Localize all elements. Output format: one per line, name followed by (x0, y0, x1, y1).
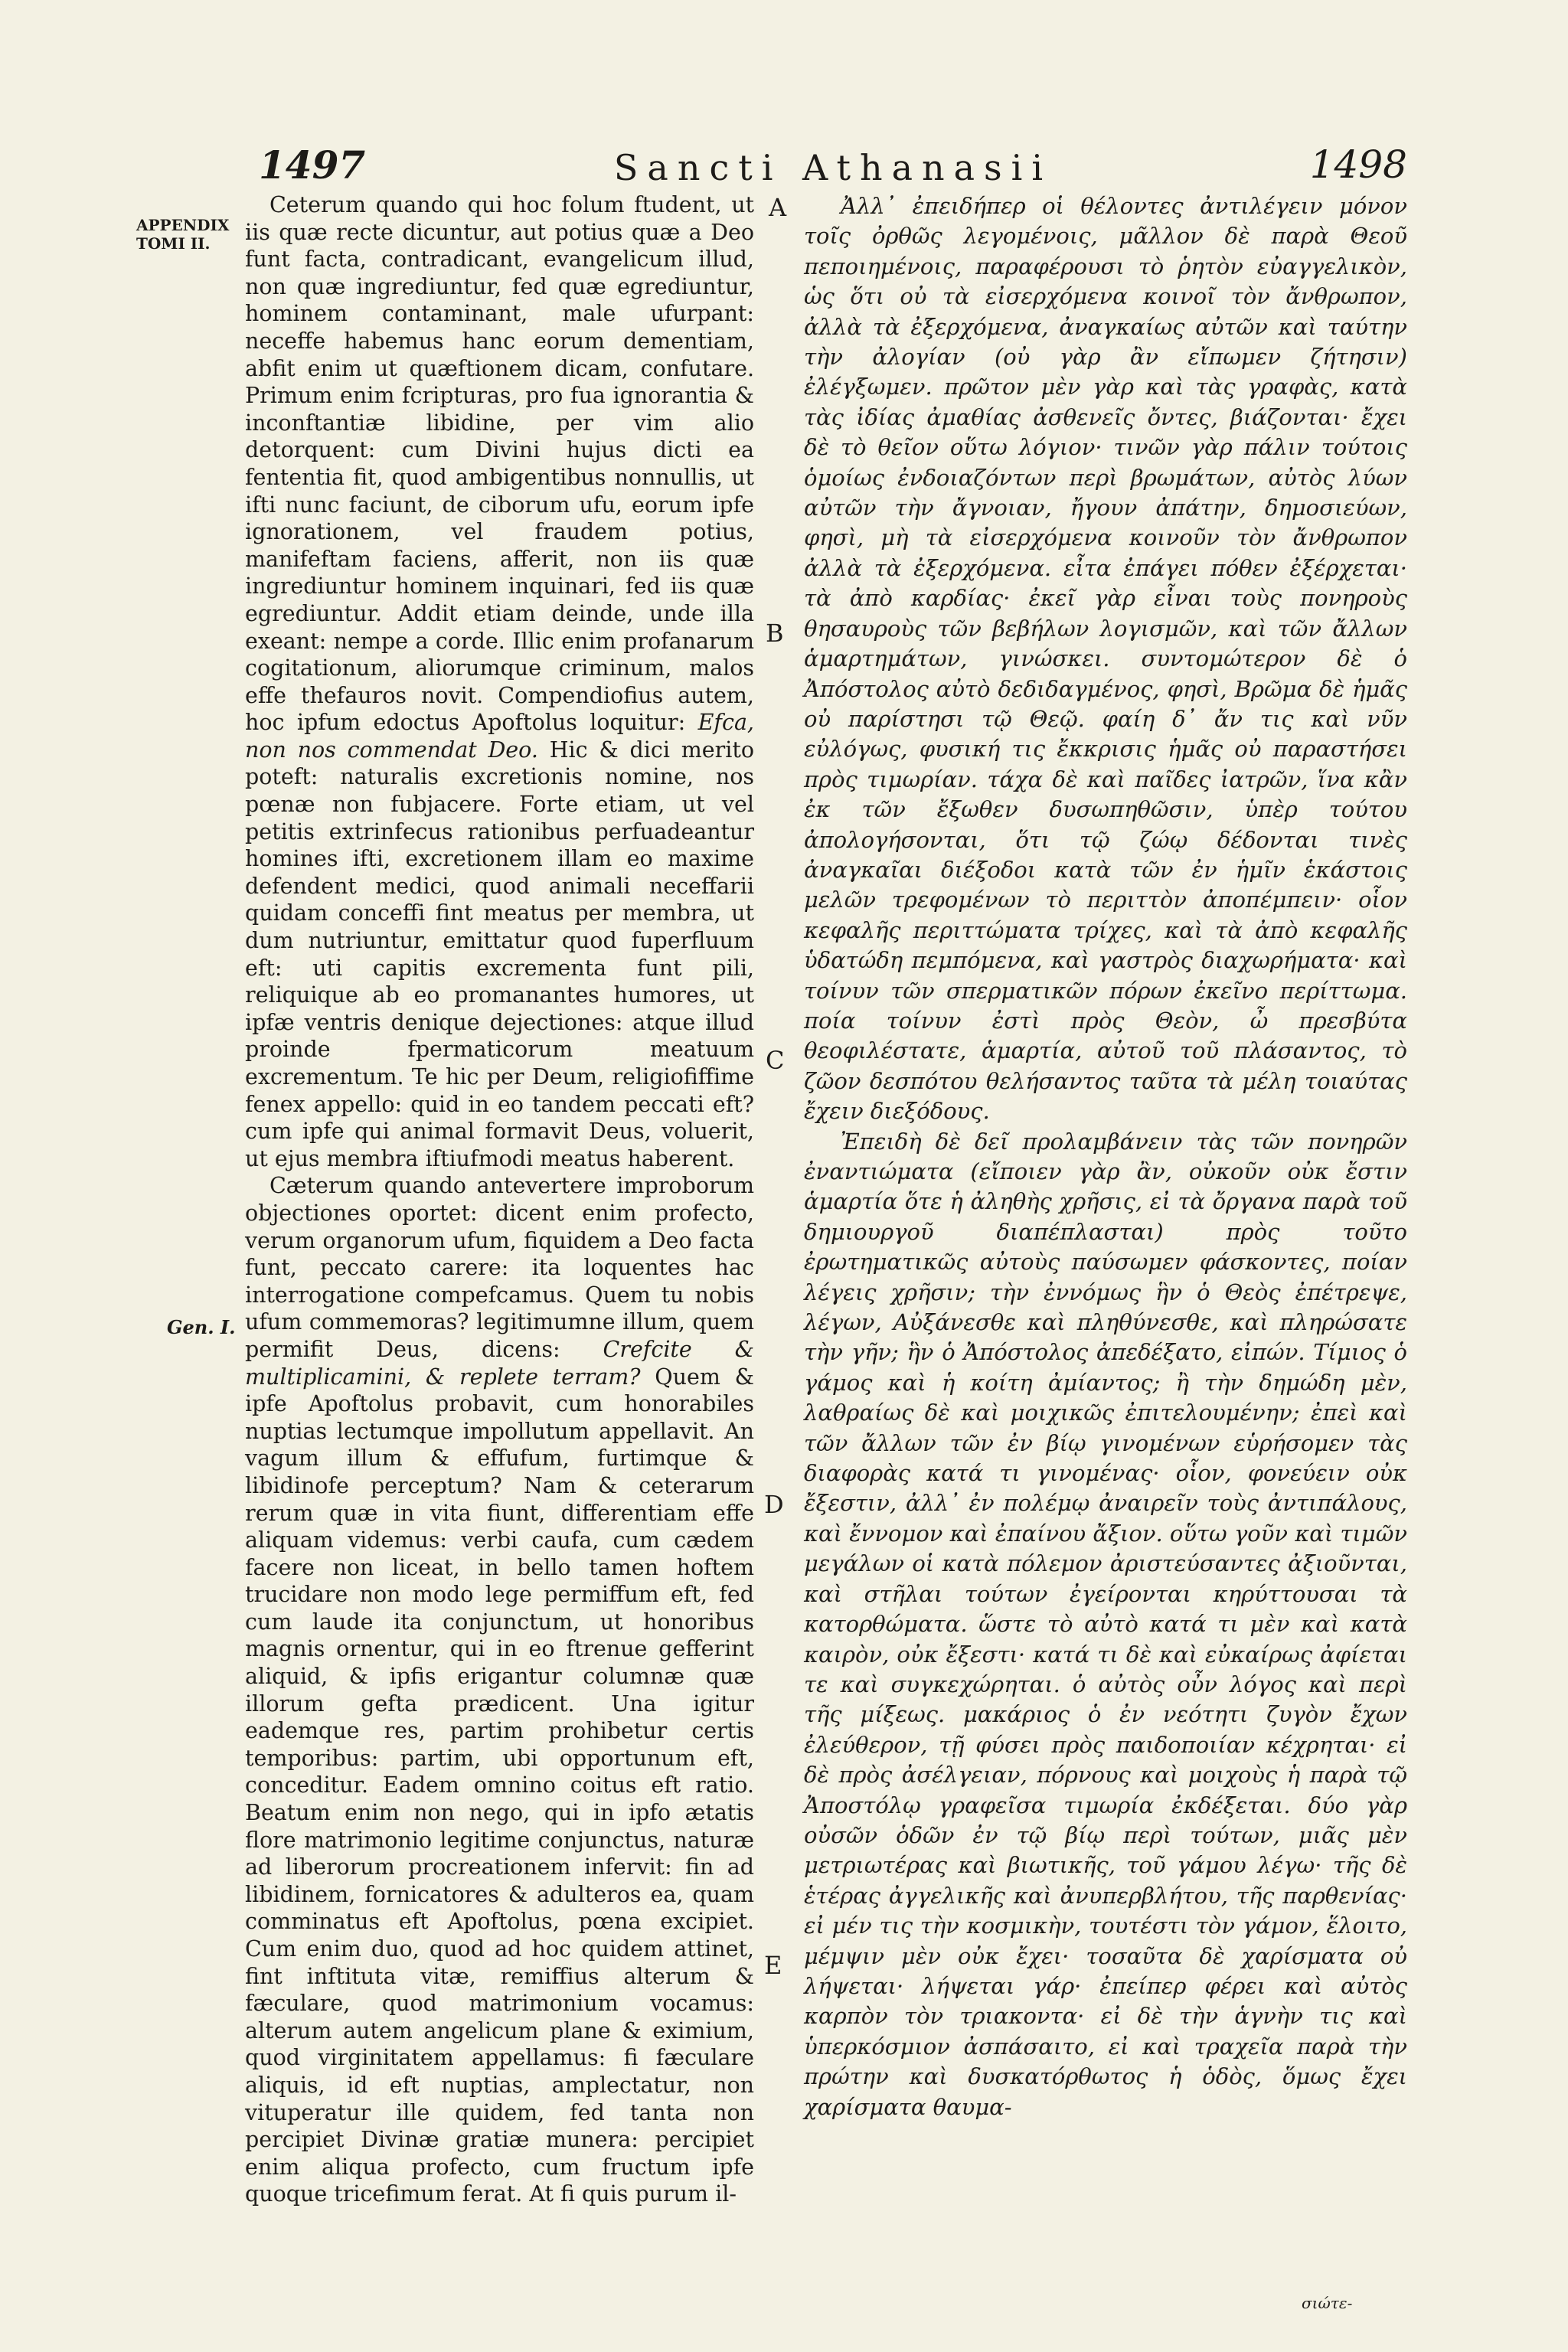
greek-column (804, 191, 1407, 2122)
section-letter-d: D (764, 1490, 784, 1519)
greek-paragraph-1: Ἀλλ᾽ ἐπειδήπερ οἱ θέλοντες ἀντιλέγειν μόνον τοῖς ὀρθῶς λεγομένοις, μᾶλλον δὲ παρὰ Θεοῦ πεποιημένοις, παραφέρουσι τὸ ῥητὸν εὐαγγελικὸν, ὡς ὅτι οὐ τὰ εἰσερχόμενα κοινοῖ τὸν ἄνθρωπον, ἀλλὰ τὰ ἐξερχόμενα, ἀναγκαίως αὐτῶν καὶ ταύτην τὴν ἀλογίαν (οὐ γὰρ ἂν εἴπωμεν ζήτησιν) ἐλέγξωμεν. πρῶτον μὲν γὰρ καὶ τὰς γραφὰς, κατὰ τὰς ἰδίας ἀμαθίας ἀσθενεῖς ὄντες, βιάζονται· ἔχει δὲ τὸ θεῖον οὕτω λόγιον· τινῶν γὰρ πάλιν τούτοις ὁμοίως ἐνδοιαζόντων περὶ βρωμάτων, αὐτὸς λύων αὐτῶν τὴν ἄγνοιαν, ἤγουν ἀπάτην, δημοσιεύων, φησὶ, μὴ τὰ εἰσερχόμενα κοινοῦν τὸν ἄνθρωπον ἀλλὰ τὰ ἐξερχόμενα. εἶτα ἐπάγει πόθεν ἐξέρχεται· τὰ ἀπὸ καρδίας· ἐκεῖ γὰρ εἶναι τοὺς πονηροὺς θησαυροὺς τῶν βεβήλων λογισμῶν, καὶ τῶν ἄλλων ἁμαρτημάτων, γινώσκει. συντομώτερον δὲ ὁ Ἀπόστολος αὐτὸ δεδιδαγμένος, φησὶ, Βρῶμα δὲ ἡμᾶς οὐ παρίστησι τῷ Θεῷ. φαίη δ᾽ ἄν τις καὶ νῦν εὐλόγως, φυσική τις ἔκκρισις ἡμᾶς οὐ παραστήσει πρὸς τιμωρίαν. τάχα δὲ καὶ παῖδες ἰατρῶν, ἵνα κἂν ἐκ τῶν ἔξωθεν δυσωπηθῶσιν, ὑπὲρ τούτου ἀπολογήσονται, ὅτι τῷ ζώῳ δέδονται τινὲς ἀναγκαῖαι διέξοδοι κατὰ τῶν ἐν ἡμῖν ἑκάστοις μελῶν τρεφομένων τὸ περιττὸν ἀποπέμπειν· οἷον κεφαλῆς περιττώματα τρίχες, καὶ τὰ ἀπὸ κεφαλῆς ὑδατώδη πεμπόμενα, καὶ γαστρὸς διαχωρήματα· καὶ τοίνυν τῶν σπερματικῶν πόρων ἐκεῖνο περίττωμα. ποία τοίνυν ἐστὶ πρὸς Θεὸν, ὦ πρεσβύτα θεοφιλέστατε, ἁμαρτία, αὐτοῦ τοῦ πλάσαντος, τὸ ζῶον δεσπότου θελήσαντος ταῦτα τὰ μέλη τοιαύτας ἔχειν διεξόδους. (804, 193, 1407, 1125)
latin-paragraph-1-end: Hic & dici merito poteft: naturalis excretionis nomine, nos pœnæ non fubjacere. Forte etiam, ut vel petitis extrinfecus rationibus perfuadeantur homines ifti, excretionem illam eo maxime defendent medici, quod animali neceffarii quidam conceffi fint meatus per membra, ut dum nutriuntur, emittatur quod fuperfluum eft: uti capitis excrementa funt pili, reliquique ab eo promanantes humores, ut ipfæ ventris denique dejectiones: atque illud proinde fpermaticorum meatuum excrementum. Te hic per Deum, religiofiffime fenex appello: quid in eo tandem peccati eft? cum ipfe qui animal formavit Deus, voluerit, ut ejus membra iftiufmodi meatus haberent. (245, 737, 755, 1171)
latin-column (245, 191, 754, 2208)
latin-paragraph-2-end: Quem & ipfe Apoftolus probavit, cum honorabiles nuptias lectumque impollutum appellavit. An vagum illum & effufum, furtimque & libidinofe perceptum? Nam & ceterarum rerum quæ in vita fiunt, differentiam effe aliquam videmus: verbi caufa, cum cædem facere non liceat, in bello tamen hoftem trucidare non modo lege permiffum eft, fed cum laude ita conjunctum, ut honoribus magnis ornentur, qui in eo ftrenue gefferint aliquid, & ipfis erigantur columnæ quæ illorum gefta prædicent. Una igitur eademque res, partim prohibetur certis temporibus: partim, ubi opportunum eft, conceditur. Eadem omnino coitus eft ratio. Beatum enim non nego, qui in ipfo ætatis flore matrimonio legitime conjunctus, naturæ ad liberorum procreationem infervit: fin ad libidinem, fornicatores & adulteros ea, quam comminatus eft Apoftolus, pœna excipiet. Cum enim duo, quod ad hoc quidem attinet, fint inftituta vitæ, remiffius alterum & fæculare, quod matrimonium vocamus: alterum autem angelicum plane & eximium, quod virginitatem appellamus: fi fæculare aliquis, id eft nuptias, amplectatur, non vituperatur ille quidem, fed tanta non percipiet Divinæ gratiæ munera: percipiet enim aliqua profecto, cum fructum ipfe quoque tricefimum ferat. At fi quis purum il- (245, 1364, 754, 2207)
running-title: Sancti Athanasii (613, 147, 1053, 188)
page-number-right: 1498 (1309, 142, 1407, 187)
latin-paragraph-2-text: Cæterum quando antevertere improborum objectiones oportet: dicent enim profecto, verum organorum ufum, fiquidem a Deo facta funt, peccato carere: ita loquentes hac interrogatione compefcamus. Quem tu nobis ufum commemoras? legitimumne illum, quem permifit Deus, dicens: (245, 1173, 754, 1362)
greek-paragraph-2: Ἐπειδὴ δὲ δεῖ προλαμβάνειν τὰς τῶν πονηρῶν ἐναντιώματα (εἴποιεν γὰρ ἂν, οὐκοῦν οὐκ ἔστιν ἁμαρτία ὅτε ἡ ἀληθὴς χρῆσις, εἰ τὰ ὄργανα παρὰ τοῦ δημιουργοῦ διαπέπλασται) πρὸς τοῦτο ἐρωτηματικῶς αὐτοὺς παύσωμεν φάσκοντες, ποίαν λέγεις χρῆσιν; τὴν ἐννόμως ἣν ὁ Θεὸς ἐπέτρεψε, λέγων, Αὐξάνεσθε καὶ πληθύνεσθε, καὶ πληρώσατε τὴν γῆν; ἣν ὁ Ἀπόστολος ἀπεδέξατο, εἰπών. Τίμιος ὁ γάμος καὶ ἡ κοίτη ἀμίαντος; ἢ τὴν δημώδη μὲν, λαθραίως δὲ καὶ μοιχικῶς ἐπιτελουμένην; ἐπεὶ καὶ τῶν ἄλλων τῶν ἐν βίῳ γινομένων εὑρήσομεν τὰς διαφορὰς κατά τι γινομένας· οἷον, φονεύειν οὐκ ἔξεστιν, ἀλλ᾽ ἐν πολέμῳ ἀναιρεῖν τοὺς ἀντιπάλους, καὶ ἔννομον καὶ ἐπαίνου ἄξιον. οὕτω γοῦν καὶ τιμῶν μεγάλων οἱ κατὰ πόλεμον ἀριστεύσαντες ἀξιοῦνται, καὶ στῆλαι τούτων ἐγείρονται κηρύττουσαι τὰ κατορθώματα. ὥστε τὸ αὐτὸ κατά τι μὲν καὶ κατὰ καιρὸν, οὐκ ἔξεστι· κατά τι δὲ καὶ εὐκαίρως ἀφίεται τε καὶ συγκεχώρηται. ὁ αὐτὸς οὖν λόγος καὶ περὶ τῆς μίξεως. μακάριος ὁ ἐν νεότητι ζυγὸν ἔχων ἐλεύθερον, τῇ φύσει πρὸς παιδοποιίαν κέχρηται· εἰ δὲ πρὸς ἀσέλγειαν, πόρνους καὶ μοιχοὺς ἡ παρὰ τῷ Ἀποστόλῳ γραφεῖσα τιμωρία ἐκδέξεται. δύο γὰρ οὐσῶν ὁδῶν ἐν τῷ βίῳ περὶ τούτων, μιᾶς μὲν μετριωτέρας καὶ βιωτικῆς, τοῦ γάμου λέγω· τῆς δὲ ἑτέρας ἀγγελικῆς καὶ ἀνυπερβλήτου, τῆς παρθενίας· εἰ μέν τις τὴν κοσμικὴν, τουτέστι τὸν γάμον, ἕλοιτο, μέμψιν μὲν οὐκ ἔχει· τοσαῦτα δὲ χαρίσματα οὐ λήψεται· λήψεται γάρ· ἐπείπερ φέρει καὶ αὐτὸς καρπὸν τὸν τριακοντα· εἰ δὲ τὴν ἁγνὴν τις καὶ ὑπερκόσμιον ἀσπάσαιτο, εἰ καὶ τραχεῖα παρὰ τὴν πρώτην καὶ δυσκατόρθωτος ἡ ὁδὸς, ὅμως ἔχει χαρίσματα θαυμα- (804, 1128, 1407, 2120)
section-letter-a: A (769, 193, 787, 222)
latin-paragraph-1-text: Ceterum quando qui hoc folum ftudent, ut iis quæ recte dicuntur, aut potius quæ a Deo funt facta, contradicant, evangelicum illud, non quæ ingrediuntur, fed quæ egrediuntur, hominem contaminant, male ufurpant: neceffe habemus hanc eorum dementiam, abfit enim ut quæftionem dicam, confutare. Primum enim fcripturas, pro fua ignorantia & inconftantiæ libidine, per vim alio detorquent: cum Divini hujus dicti ea fententia fit, quod ambigentibus nonnullis, ut ifti nunc faciunt, de ciborum ufu, eorum ipfe ignorationem, vel fraudem potius, manifeftam faciens, afferit, non iis quæ ingrediuntur hominem inquinari, fed iis quæ egrediuntur. Addit etiam deinde, unde illa exeant: nempe a corde. Illic enim profanarum cogitationum, aliorumque criminum, malos effe thefauros novit. Compendiofius autem, hoc ipfum edoctus Apoftolus loquitur: (245, 192, 754, 736)
section-letter-b: B (766, 619, 784, 648)
latin-paragraph-1 (245, 191, 754, 1172)
margin-note-genesis: Gen. I. (167, 1316, 236, 1338)
section-letter-c: C (766, 1046, 785, 1075)
page-header (259, 142, 1407, 196)
latin-quote-1: Efca, non nos commendat Deo. (245, 710, 754, 763)
section-letter-e: E (764, 1951, 782, 1980)
margin-note-appendix: APPENDIX TOMI II. (136, 216, 230, 253)
catchword: σιώτε- (1302, 2294, 1353, 2312)
latin-paragraph-2 (245, 1172, 754, 2208)
page-number-left: 1497 (259, 142, 366, 188)
latin-quote-2: Crefcite & multiplicamini, & replete terram? (245, 1336, 755, 1390)
